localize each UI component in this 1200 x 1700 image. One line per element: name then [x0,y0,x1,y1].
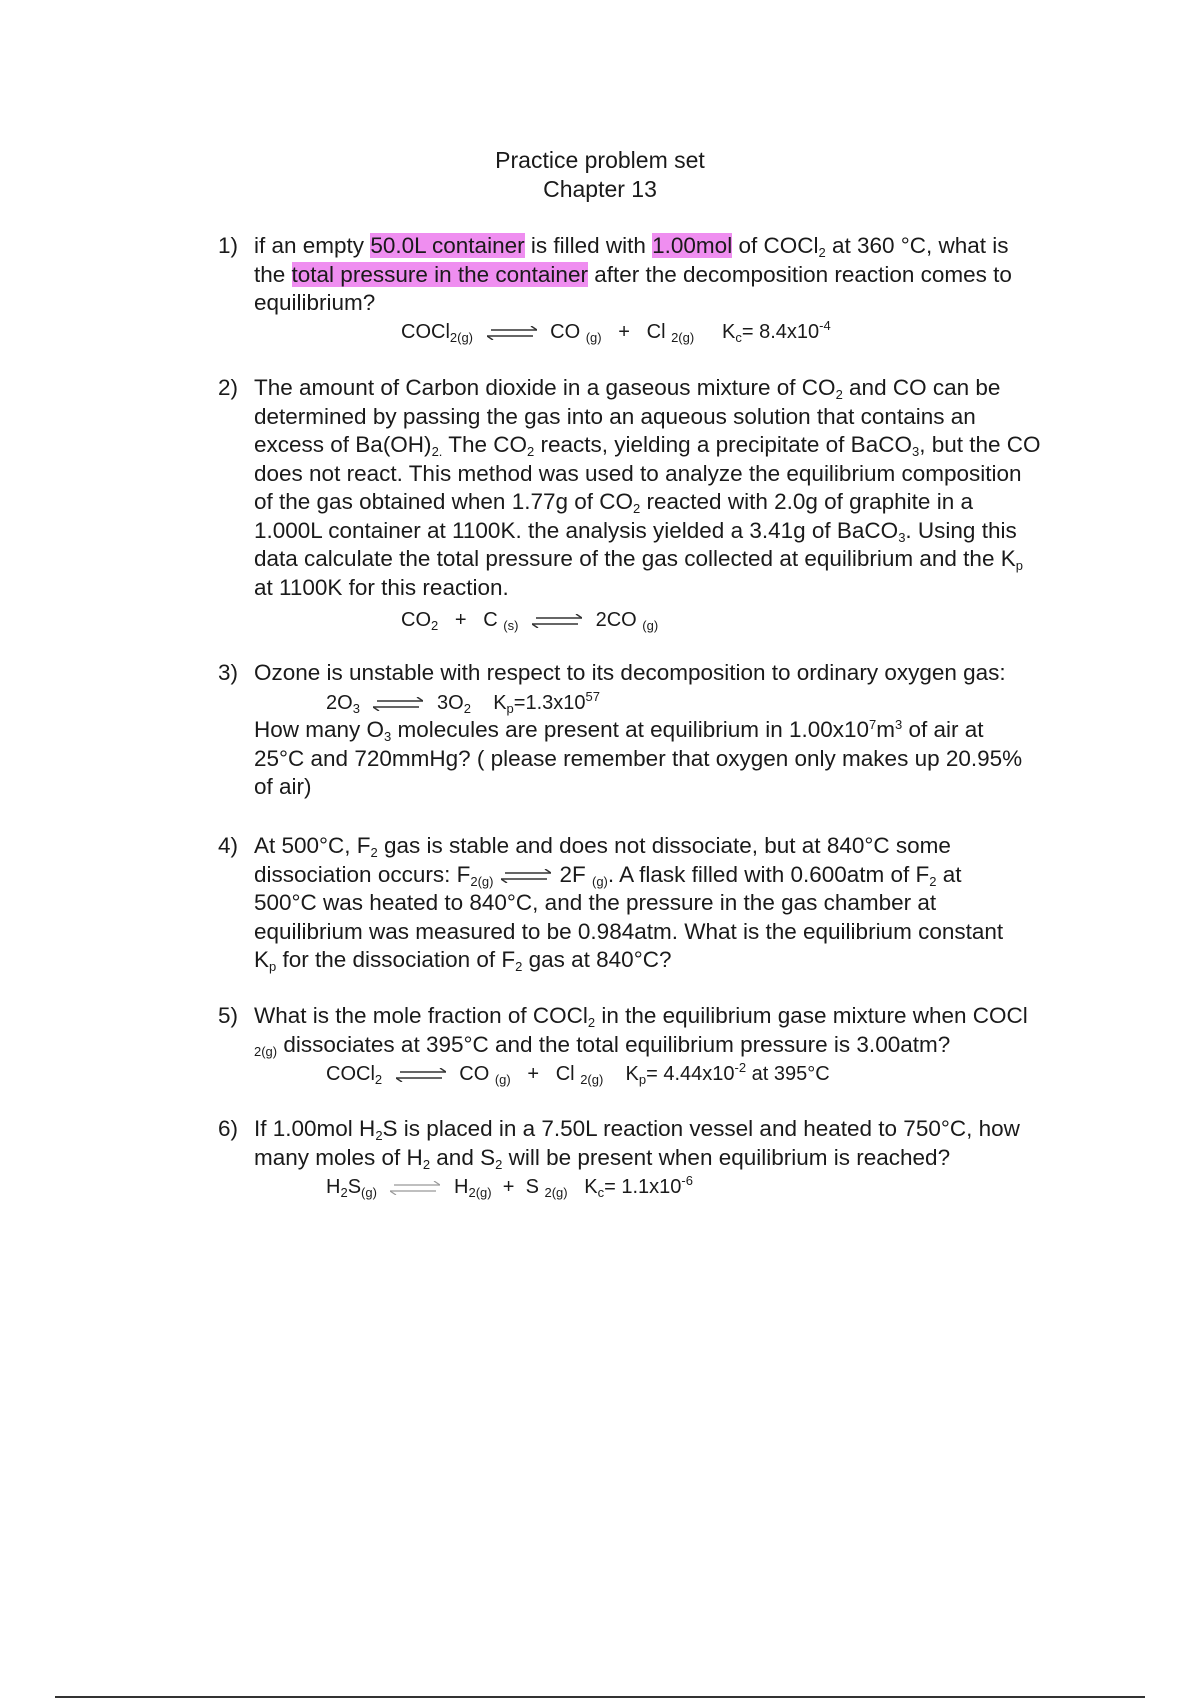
text-line: many moles of $H_2$ and $S_2$ will be present when equilibrium is reached? [254,1144,951,1172]
equilibrium-arrow-icon [373,697,423,711]
text-line: if an empty 50.0L container is filled with 1.00mol of COCl$_2$ at 360 °C, what is [254,233,1009,260]
reaction-equation: $CO_2$ + C $_{(s)}$ 2CO $_{(g)}$ [401,609,659,633]
text-line: determined by passing the gas into an aqueous solution that contains an [254,403,976,429]
equilibrium-arrow-icon [390,1181,440,1195]
problem-text [254,1002,1074,1059]
bottom-divider [55,1696,1145,1698]
equilibrium-arrow-icon [487,326,537,340]
text-line: equilibrium? [254,290,376,315]
chapter-subtitle: Chapter 13 [543,176,657,202]
highlight: 1.00mol [652,233,733,258]
text-line: $_{2(g)}$ dissociates at 395°C and the total equilibrium pressure is 3.00atm? [254,1031,951,1059]
text-line: does not react. This method was used to analyze the equilibrium composition [254,460,1022,486]
text-line: The amount of Carbon dioxide in a gaseous mixture of $CO_2$ and CO can be [254,375,1001,402]
problem-text [254,1115,1074,1172]
title-block [0,146,1200,204]
problem-number: 3) [218,660,239,685]
problem-number: 4) [218,833,239,858]
reaction-equation: $H_2S_{(g)}$ $H_{2(g)} + S$ $_{2(g)}$ $K_c= 1.1x10^{-6}$ [326,1173,693,1200]
text-line: What is the mole fraction of COCl$_2$ in the equilibrium gase mixture when COCl [254,1003,1028,1030]
text-line: 500°C was heated to 840°C, and the pressure in the gas chamber at [254,890,937,915]
problem-number: 2) [218,375,239,400]
problem-text [254,832,1074,975]
text-line: 25°C and 720mmHg? ( please remember that oxygen only makes up 20.95% [254,745,1023,771]
text-line: of the gas obtained when 1.77g of $CO_2$ reacted with 2.0g of graphite in a [254,489,973,516]
page-title: Practice problem set [495,147,705,173]
reaction-equation: COCl$_2$ CO $_{(g)}$ + Cl $_{2(g)}$ $K_p= 4.44x10^{-2}$ at 395°C [326,1060,830,1087]
problem-text [254,374,1074,602]
text-line: excess of $Ba(OH)_{2.}$ The $CO_2$ reacts, yielding a precipitate of BaCO$_3$, but the CO [254,432,1041,459]
text-line: Ozone is unstable with respect to its decomposition to ordinary oxygen gas: [254,660,1006,685]
problem-number: 5) [218,1003,239,1028]
equilibrium-arrow-icon [532,614,582,628]
text-line: At 500°C, $F_2$ gas is stable and does not dissociate, but at 840°C some [254,833,951,860]
text-line: at 1100K for this reaction. [254,574,509,600]
problem-text [254,659,1074,802]
text-line: $K_p$ for the dissociation of $F_2$ gas at 840°C? [254,947,672,974]
equilibrium-arrow-icon [501,869,551,883]
text-line: How many $O_3$ molecules are present at equilibrium in $1.00x10^7m^3$ of air at [254,717,984,744]
problem-number: 1) [218,233,239,258]
text-line: 1.000L container at 1100K. the analysis yielded a 3.41g of BaCO$_3$. Using this [254,517,1017,545]
text-line: of air) [254,774,312,799]
reaction-equation: COCl$_{2(g)}$ CO $_{(g)}$ + Cl $_{2(g)}$ $K_c= 8.4x10^{-4}$ [401,318,831,345]
text-line: the total pressure in the container after the decomposition reaction comes to [254,261,1012,287]
problem-text [254,232,1074,318]
text-line: equilibrium was measured to be 0.984atm. What is the equilibrium constant [254,918,1004,944]
problem-number: 6) [218,1116,239,1141]
text-line: If 1.00mol $H_2S$ is placed in a 7.50L reaction vessel and heated to 750°C, how [254,1116,1020,1143]
equilibrium-arrow-icon [396,1068,446,1082]
highlight: total pressure in the container [291,261,588,287]
highlight: 50.0L container [370,233,525,258]
text-line: data calculate the total pressure of the gas collected at equilibrium and the $K_p$ [254,546,1023,573]
text-line: dissociation occurs: $F_{2(g)}$ 2F $_{(g)}$. A flask filled with 0.600atm of $F_2$ at [254,861,962,889]
reaction-equation: $2O_3$ $3O_2$ $K_p=1.3x10^{57}$ [326,689,600,716]
